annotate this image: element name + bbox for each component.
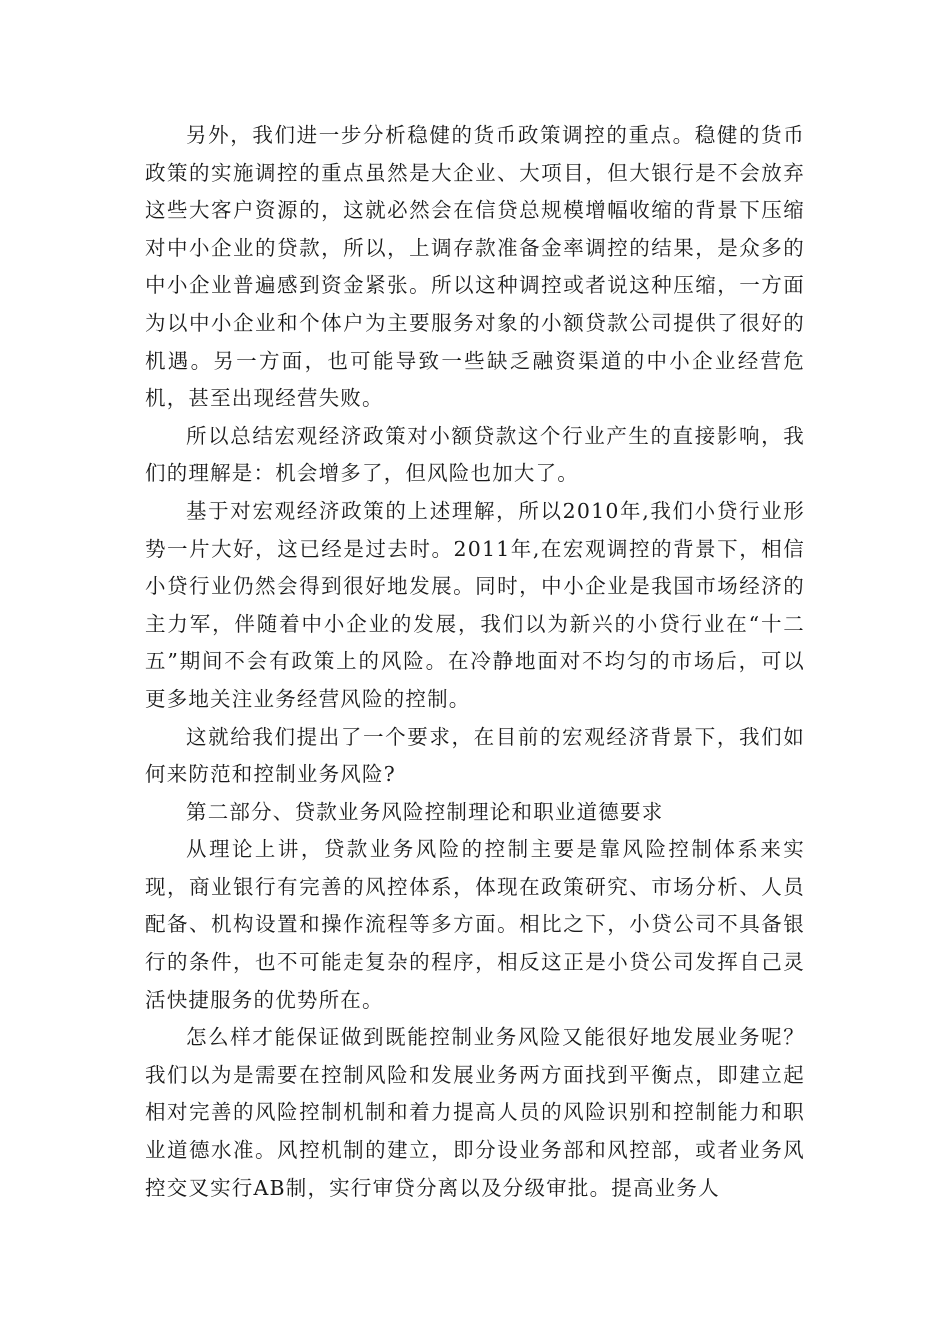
paragraph-risk-theory: 从理论上讲，贷款业务风险的控制主要是靠风险控制体系来实现，商业银行有完善的风控体系，体现在政策研究、市场分析、人员配备、机构设置和操作流程等多方面。相比之下，小贷公司不具备银行的条件，也不可能走复杂的程序，相反这正是小贷公司发挥自己灵活快捷服务的优势所在。 bbox=[145, 837, 805, 1012]
paragraph-industry-outlook: 基于对宏观经济政策的上述理解，所以2010年,我们小贷行业形势一片大好，这已经是过去时。2011年,在宏观调控的背景下，相信小贷行业仍然会得到很好地发展。同时，中小企业是我国市场经济的主力军，伴随着中小企业的发展，我们以为新兴的小贷行业在“十二五”期间不会有政策上的风险。在冷静地面对不均匀的市场后，可以更多地关注业务经营风险的控制。 bbox=[145, 498, 805, 711]
paragraph-policy-impact: 所以总结宏观经济政策对小额贷款这个行业产生的直接影响，我们的理解是：机会增多了，但风险也加大了。 bbox=[145, 423, 805, 486]
document-body bbox=[145, 117, 805, 1207]
paragraph-balance-approach: 怎么样才能保证做到既能控制业务风险又能很好地发展业务呢？我们以为是需要在控制风险和发展业务两方面找到平衡点，即建立起相对完善的风险控制机制和着力提高人员的风险识别和控制能力和职业道德水准。风控机制的建立，即分设业务部和风控部，或者业务风控交叉实行AB制，实行审贷分离以及分级审批。提高业务人 bbox=[145, 1025, 805, 1200]
paragraph-market-analysis: 另外，我们进一步分析稳健的货币政策调控的重点。稳健的货币政策的实施调控的重点虽然是大企业、大项目，但大银行是不会放弃这些大客户资源的，这就必然会在信贷总规模增幅收缩的背景下压缩对中小企业的贷款，所以，上调存款准备金率调控的结果，是众多的中小企业普遍感到资金紧张。所以这种调控或者说这种压缩，一方面为以中小企业和个体户为主要服务对象的小额贷款公司提供了很好的机遇。另一方面，也可能导致一些缺乏融资渠道的中小企业经营危机，甚至出现经营失败。 bbox=[145, 123, 805, 411]
section-heading: 第二部分、贷款业务风险控制理论和职业道德要求 bbox=[186, 799, 664, 824]
paragraph-risk-question: 这就给我们提出了一个要求，在目前的宏观经济背景下，我们如何来防范和控制业务风险? bbox=[145, 724, 805, 787]
